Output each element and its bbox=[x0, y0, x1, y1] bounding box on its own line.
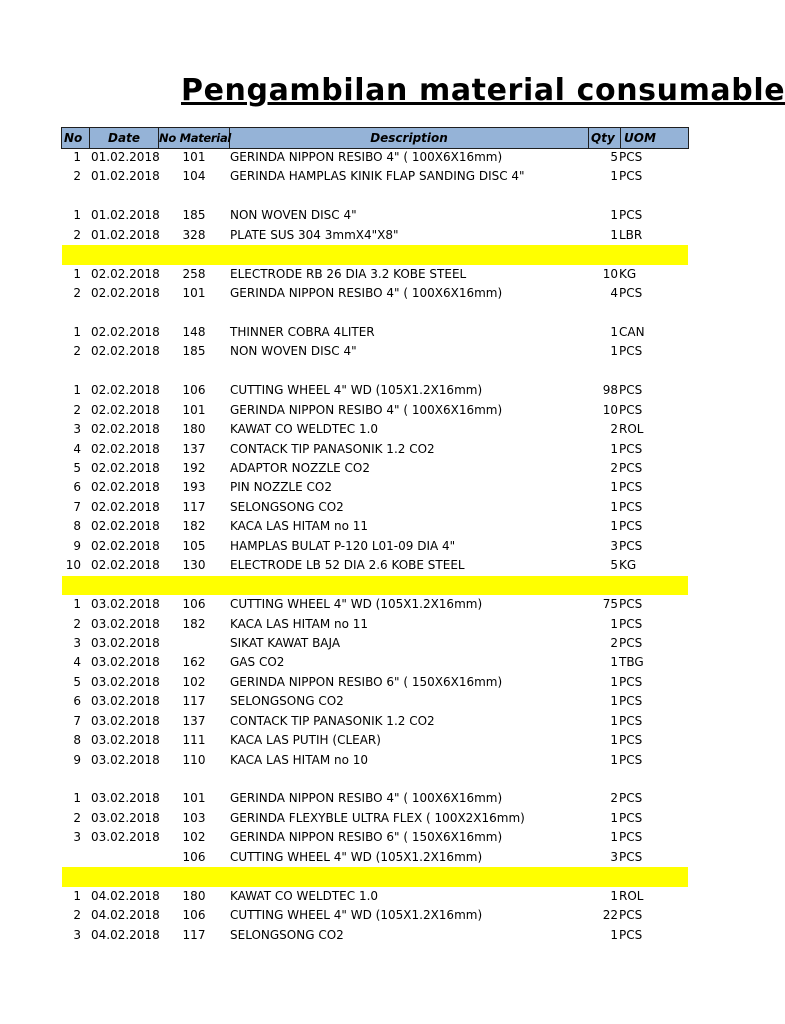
cell-material: 101 bbox=[182, 150, 206, 164]
cell-description: GERINDA NIPPON RESIBO 6" ( 150X6X16mm) bbox=[230, 830, 503, 845]
cell-description: CONTACK TIP PANASONIK 1.2 CO2 bbox=[230, 441, 435, 456]
table-row bbox=[62, 634, 688, 653]
cell-uom: PCS bbox=[619, 597, 643, 612]
cell-description: HAMPLAS BULAT P-120 L01-09 DIA 4" bbox=[230, 538, 456, 553]
cell-qty: 2 bbox=[610, 461, 618, 475]
cell-material: 110 bbox=[182, 752, 206, 767]
cell-no: 7 bbox=[73, 713, 81, 728]
cell-uom: KG bbox=[619, 266, 637, 281]
cell-date: 02.02.2018 bbox=[91, 558, 160, 573]
cell-date: 03.02.2018 bbox=[91, 791, 160, 806]
cell-no: 4 bbox=[73, 655, 81, 670]
cell-material bbox=[159, 634, 229, 653]
cell-description: GERINDA NIPPON RESIBO 4" ( 100X6X16mm) bbox=[230, 286, 503, 301]
cell-uom: ROL bbox=[619, 422, 644, 437]
table-row bbox=[62, 440, 688, 459]
cell-material: 192 bbox=[182, 461, 206, 475]
cell-uom: PCS bbox=[619, 441, 643, 456]
table-header bbox=[62, 128, 688, 148]
cell-description: SIKAT KAWAT BAJA bbox=[230, 635, 341, 650]
cell-description: SELONGSONG CO2 bbox=[230, 694, 344, 709]
cell-material: 101 bbox=[182, 286, 206, 301]
cell-description: KAWAT CO WELDTEC 1.0 bbox=[230, 888, 379, 903]
cell-no: 2 bbox=[73, 169, 81, 184]
cell-material: 137 bbox=[182, 441, 206, 456]
cell-description: GERINDA NIPPON RESIBO 4" ( 100X6X16mm) bbox=[230, 150, 503, 164]
cell-material: 180 bbox=[182, 422, 206, 437]
table-row bbox=[62, 653, 688, 672]
cell-material: 137 bbox=[182, 713, 206, 728]
cell-date: 02.02.2018 bbox=[91, 499, 160, 514]
header-description: Description bbox=[230, 128, 589, 148]
table-row bbox=[62, 906, 688, 925]
cell-description: PIN NOZZLE CO2 bbox=[230, 480, 332, 495]
cell-qty: 1 bbox=[610, 752, 618, 767]
cell-qty: 75 bbox=[602, 597, 618, 612]
cell-qty: 4 bbox=[610, 286, 618, 301]
cell-uom: PCS bbox=[619, 169, 643, 184]
cell-qty: 98 bbox=[602, 383, 618, 398]
cell-qty: 1 bbox=[610, 655, 618, 670]
cell-qty: 1 bbox=[610, 674, 618, 689]
cell-material: 193 bbox=[182, 480, 206, 495]
cell-uom: PCS bbox=[619, 402, 643, 417]
table-row bbox=[62, 148, 688, 167]
cell-uom: PCS bbox=[619, 752, 643, 767]
blank-row bbox=[62, 770, 688, 789]
cell-uom: PCS bbox=[619, 713, 643, 728]
cell-description: SELONGSONG CO2 bbox=[230, 927, 344, 942]
cell-qty: 1 bbox=[610, 344, 618, 359]
cell-no: 5 bbox=[73, 461, 81, 475]
cell-description: THINNER COBRA 4LITER bbox=[230, 324, 375, 339]
cell-material: 117 bbox=[182, 499, 206, 514]
cell-date: 02.02.2018 bbox=[91, 519, 160, 534]
cell-qty: 10 bbox=[602, 266, 618, 281]
cell-description: KACA LAS HITAM no 11 bbox=[230, 519, 369, 534]
cell-date: 01.02.2018 bbox=[91, 150, 160, 164]
cell-uom: ROL bbox=[619, 888, 644, 903]
cell-no: 3 bbox=[73, 422, 81, 437]
table-row bbox=[62, 673, 688, 692]
cell-uom: PCS bbox=[619, 519, 643, 534]
table-row bbox=[62, 751, 688, 770]
cell-uom: PCS bbox=[619, 810, 643, 825]
cell-qty: 1 bbox=[610, 324, 618, 339]
header-uom: UOM bbox=[624, 131, 656, 145]
cell-no: 1 bbox=[73, 888, 81, 903]
cell-description: ELECTRODE RB 26 DIA 3.2 KOBE STEEL bbox=[230, 266, 467, 281]
cell-uom: PCS bbox=[619, 694, 643, 709]
table-row bbox=[62, 828, 688, 847]
cell-uom: PCS bbox=[619, 208, 643, 223]
cell-date: 03.02.2018 bbox=[91, 752, 160, 767]
cell-no: 10 bbox=[65, 558, 81, 573]
cell-material: 130 bbox=[182, 558, 206, 573]
cell-material: 101 bbox=[182, 402, 206, 417]
cell-description: PLATE SUS 304 3mmX4"X8" bbox=[230, 227, 399, 242]
cell-description: GERINDA FLEXYBLE ULTRA FLEX ( 100X2X16mm) bbox=[230, 810, 525, 825]
table-row bbox=[62, 323, 688, 342]
cell-material: 103 bbox=[182, 810, 206, 825]
cell-description: CUTTING WHEEL 4" WD (105X1.2X16mm) bbox=[230, 597, 483, 612]
cell-uom: PCS bbox=[619, 461, 643, 475]
cell-material: 185 bbox=[182, 344, 206, 359]
cell-no: 2 bbox=[73, 227, 81, 242]
cell-uom: PCS bbox=[619, 908, 643, 923]
cell-date: 03.02.2018 bbox=[91, 674, 160, 689]
cell-uom: PCS bbox=[619, 791, 643, 806]
cell-qty: 22 bbox=[602, 908, 618, 923]
cell-description: NON WOVEN DISC 4" bbox=[230, 208, 357, 223]
table-row bbox=[62, 420, 688, 439]
cell-no bbox=[62, 848, 81, 867]
table-row bbox=[62, 206, 688, 225]
cell-material: 104 bbox=[182, 169, 206, 184]
cell-no: 1 bbox=[73, 324, 81, 339]
header-date: Date bbox=[90, 128, 159, 148]
table-row bbox=[62, 848, 688, 867]
cell-description: CONTACK TIP PANASONIK 1.2 CO2 bbox=[230, 713, 435, 728]
cell-date: 02.02.2018 bbox=[91, 461, 160, 475]
table-row bbox=[62, 284, 688, 303]
cell-qty: 5 bbox=[610, 558, 618, 573]
cell-material: 258 bbox=[182, 266, 206, 281]
cell-material: 182 bbox=[182, 616, 206, 631]
table-row bbox=[62, 517, 688, 536]
cell-uom: PCS bbox=[619, 674, 643, 689]
cell-no: 9 bbox=[73, 752, 81, 767]
cell-description: KACA LAS PUTIH (CLEAR) bbox=[230, 733, 381, 748]
cell-uom: PCS bbox=[619, 480, 643, 495]
cell-description: GERINDA NIPPON RESIBO 6" ( 150X6X16mm) bbox=[230, 674, 503, 689]
group-separator bbox=[62, 576, 688, 595]
cell-no: 9 bbox=[73, 538, 81, 553]
cell-date: 02.02.2018 bbox=[91, 286, 160, 301]
header-qty: Qty bbox=[589, 128, 621, 148]
cell-description: CUTTING WHEEL 4" WD (105X1.2X16mm) bbox=[230, 383, 483, 398]
cell-description: GERINDA NIPPON RESIBO 4" ( 100X6X16mm) bbox=[230, 402, 503, 417]
table-row bbox=[62, 809, 688, 828]
header-material: No Material bbox=[159, 128, 230, 148]
cell-material: 106 bbox=[182, 597, 206, 612]
cell-uom: PCS bbox=[619, 150, 643, 164]
cell-date: 02.02.2018 bbox=[91, 480, 160, 495]
cell-no: 2 bbox=[73, 402, 81, 417]
cell-material: 328 bbox=[182, 227, 206, 242]
cell-no: 2 bbox=[73, 616, 81, 631]
cell-date: 03.02.2018 bbox=[91, 830, 160, 845]
cell-description: CUTTING WHEEL 4" WD (105X1.2X16mm) bbox=[230, 908, 483, 923]
cell-qty: 1 bbox=[610, 208, 618, 223]
cell-no: 2 bbox=[73, 286, 81, 301]
cell-qty: 1 bbox=[610, 519, 618, 534]
cell-date: 02.02.2018 bbox=[91, 266, 160, 281]
cell-description: KAWAT CO WELDTEC 1.0 bbox=[230, 422, 379, 437]
cell-no: 1 bbox=[73, 266, 81, 281]
group-separator bbox=[62, 245, 688, 264]
cell-description: ADAPTOR NOZZLE CO2 bbox=[230, 461, 371, 475]
cell-date bbox=[91, 848, 161, 867]
cell-uom: PCS bbox=[619, 830, 643, 845]
cell-date: 01.02.2018 bbox=[91, 208, 160, 223]
table-row bbox=[62, 226, 688, 245]
cell-no: 1 bbox=[73, 208, 81, 223]
table-row bbox=[62, 498, 688, 517]
cell-uom: PCS bbox=[619, 286, 643, 301]
cell-no: 6 bbox=[73, 480, 81, 495]
table-row bbox=[62, 167, 688, 186]
cell-material: 106 bbox=[182, 908, 206, 923]
cell-date: 03.02.2018 bbox=[91, 616, 160, 631]
cell-no: 1 bbox=[73, 150, 81, 164]
cell-qty: 1 bbox=[610, 713, 618, 728]
cell-no: 5 bbox=[73, 674, 81, 689]
table-row bbox=[62, 731, 688, 750]
cell-no: 1 bbox=[73, 383, 81, 398]
blank-row bbox=[62, 304, 688, 323]
table-row bbox=[62, 537, 688, 556]
cell-qty: 5 bbox=[610, 150, 618, 164]
cell-date: 04.02.2018 bbox=[91, 908, 160, 923]
table-row bbox=[62, 265, 688, 284]
cell-date: 03.02.2018 bbox=[91, 713, 160, 728]
cell-qty: 3 bbox=[610, 538, 618, 553]
table-row bbox=[62, 342, 688, 361]
cell-no: 4 bbox=[73, 441, 81, 456]
cell-qty: 1 bbox=[610, 480, 618, 495]
cell-uom: PCS bbox=[619, 383, 643, 398]
blank-row bbox=[62, 187, 688, 206]
cell-date: 04.02.2018 bbox=[91, 927, 160, 942]
cell-qty: 1 bbox=[610, 830, 618, 845]
cell-date: 03.02.2018 bbox=[91, 655, 160, 670]
cell-qty: 10 bbox=[602, 402, 618, 417]
table-row bbox=[62, 595, 688, 614]
cell-date: 02.02.2018 bbox=[91, 538, 160, 553]
cell-uom: CAN bbox=[619, 324, 645, 339]
table-row bbox=[62, 692, 688, 711]
cell-no: 1 bbox=[73, 791, 81, 806]
cell-no: 3 bbox=[73, 927, 81, 942]
cell-date: 02.02.2018 bbox=[91, 324, 160, 339]
table-row bbox=[62, 478, 688, 497]
cell-material: 185 bbox=[182, 208, 206, 223]
cell-description: KACA LAS HITAM no 10 bbox=[230, 752, 369, 767]
cell-material: 111 bbox=[182, 733, 206, 748]
cell-uom: PCS bbox=[619, 538, 643, 553]
cell-date: 01.02.2018 bbox=[91, 227, 160, 242]
table-row bbox=[62, 459, 688, 478]
cell-no: 2 bbox=[73, 344, 81, 359]
cell-uom: TBG bbox=[619, 655, 644, 670]
cell-material: 162 bbox=[182, 655, 206, 670]
cell-no: 3 bbox=[73, 635, 81, 650]
page-title: Pengambilan material consumable bbox=[181, 73, 785, 108]
cell-description: GERINDA HAMPLAS KINIK FLAP SANDING DISC 4" bbox=[230, 169, 525, 184]
cell-no: 2 bbox=[73, 908, 81, 923]
cell-qty: 3 bbox=[610, 849, 618, 864]
cell-uom: PCS bbox=[619, 849, 643, 864]
cell-uom: PCS bbox=[619, 344, 643, 359]
cell-uom: KG bbox=[619, 558, 637, 573]
table-row bbox=[62, 615, 688, 634]
cell-date: 03.02.2018 bbox=[91, 810, 160, 825]
cell-material: 105 bbox=[182, 538, 206, 553]
table-row bbox=[62, 887, 688, 906]
table-row bbox=[62, 789, 688, 808]
cell-qty: 2 bbox=[610, 422, 618, 437]
cell-no: 8 bbox=[73, 519, 81, 534]
cell-date: 02.02.2018 bbox=[91, 441, 160, 456]
cell-uom: PCS bbox=[619, 733, 643, 748]
cell-material: 117 bbox=[182, 927, 206, 942]
cell-description: NON WOVEN DISC 4" bbox=[230, 344, 357, 359]
cell-no: 3 bbox=[73, 830, 81, 845]
cell-date: 03.02.2018 bbox=[91, 733, 160, 748]
cell-date: 02.02.2018 bbox=[91, 422, 160, 437]
table-row bbox=[62, 926, 688, 945]
cell-date: 03.02.2018 bbox=[91, 597, 160, 612]
cell-material: 117 bbox=[182, 694, 206, 709]
cell-material: 180 bbox=[182, 888, 206, 903]
cell-uom: PCS bbox=[619, 635, 643, 650]
header-no: No bbox=[62, 128, 90, 148]
cell-uom: LBR bbox=[619, 227, 643, 242]
cell-material: 102 bbox=[182, 830, 206, 845]
group-separator bbox=[62, 867, 688, 886]
table-row bbox=[62, 381, 688, 400]
cell-date: 02.02.2018 bbox=[91, 402, 160, 417]
table-row bbox=[62, 712, 688, 731]
cell-qty: 1 bbox=[610, 810, 618, 825]
cell-qty: 1 bbox=[610, 441, 618, 456]
cell-description: ELECTRODE LB 52 DIA 2.6 KOBE STEEL bbox=[230, 558, 465, 573]
material-table bbox=[62, 128, 688, 945]
cell-material: 106 bbox=[182, 849, 206, 864]
cell-date: 02.02.2018 bbox=[91, 383, 160, 398]
table-row bbox=[62, 401, 688, 420]
cell-uom: PCS bbox=[619, 616, 643, 631]
cell-date: 03.02.2018 bbox=[91, 694, 160, 709]
cell-material: 102 bbox=[182, 674, 206, 689]
cell-qty: 1 bbox=[610, 888, 618, 903]
cell-qty: 1 bbox=[610, 616, 618, 631]
cell-material: 101 bbox=[182, 791, 206, 806]
cell-date: 02.02.2018 bbox=[91, 344, 160, 359]
cell-no: 7 bbox=[73, 499, 81, 514]
cell-qty: 1 bbox=[610, 927, 618, 942]
cell-description: CUTTING WHEEL 4" WD (105X1.2X16mm) bbox=[230, 849, 483, 864]
cell-description: GERINDA NIPPON RESIBO 4" ( 100X6X16mm) bbox=[230, 791, 503, 806]
cell-material: 106 bbox=[182, 383, 206, 398]
table-row bbox=[62, 556, 688, 575]
cell-description: GAS CO2 bbox=[230, 655, 285, 670]
cell-description: KACA LAS HITAM no 11 bbox=[230, 616, 369, 631]
cell-uom: PCS bbox=[619, 927, 643, 942]
table-body bbox=[62, 148, 688, 945]
blank-row bbox=[62, 362, 688, 381]
cell-material: 148 bbox=[182, 324, 206, 339]
cell-date: 04.02.2018 bbox=[91, 888, 160, 903]
cell-date: 01.02.2018 bbox=[91, 169, 160, 184]
cell-no: 6 bbox=[73, 694, 81, 709]
cell-qty: 1 bbox=[610, 169, 618, 184]
cell-no: 1 bbox=[73, 597, 81, 612]
cell-qty: 1 bbox=[610, 227, 618, 242]
cell-qty: 2 bbox=[610, 635, 618, 650]
cell-qty: 2 bbox=[610, 791, 618, 806]
cell-uom: PCS bbox=[619, 499, 643, 514]
cell-no: 8 bbox=[73, 733, 81, 748]
cell-qty: 1 bbox=[610, 733, 618, 748]
cell-date: 03.02.2018 bbox=[91, 635, 160, 650]
cell-qty: 1 bbox=[610, 499, 618, 514]
cell-no: 2 bbox=[73, 810, 81, 825]
cell-material: 182 bbox=[182, 519, 206, 534]
cell-description: SELONGSONG CO2 bbox=[230, 499, 344, 514]
cell-qty: 1 bbox=[610, 694, 618, 709]
